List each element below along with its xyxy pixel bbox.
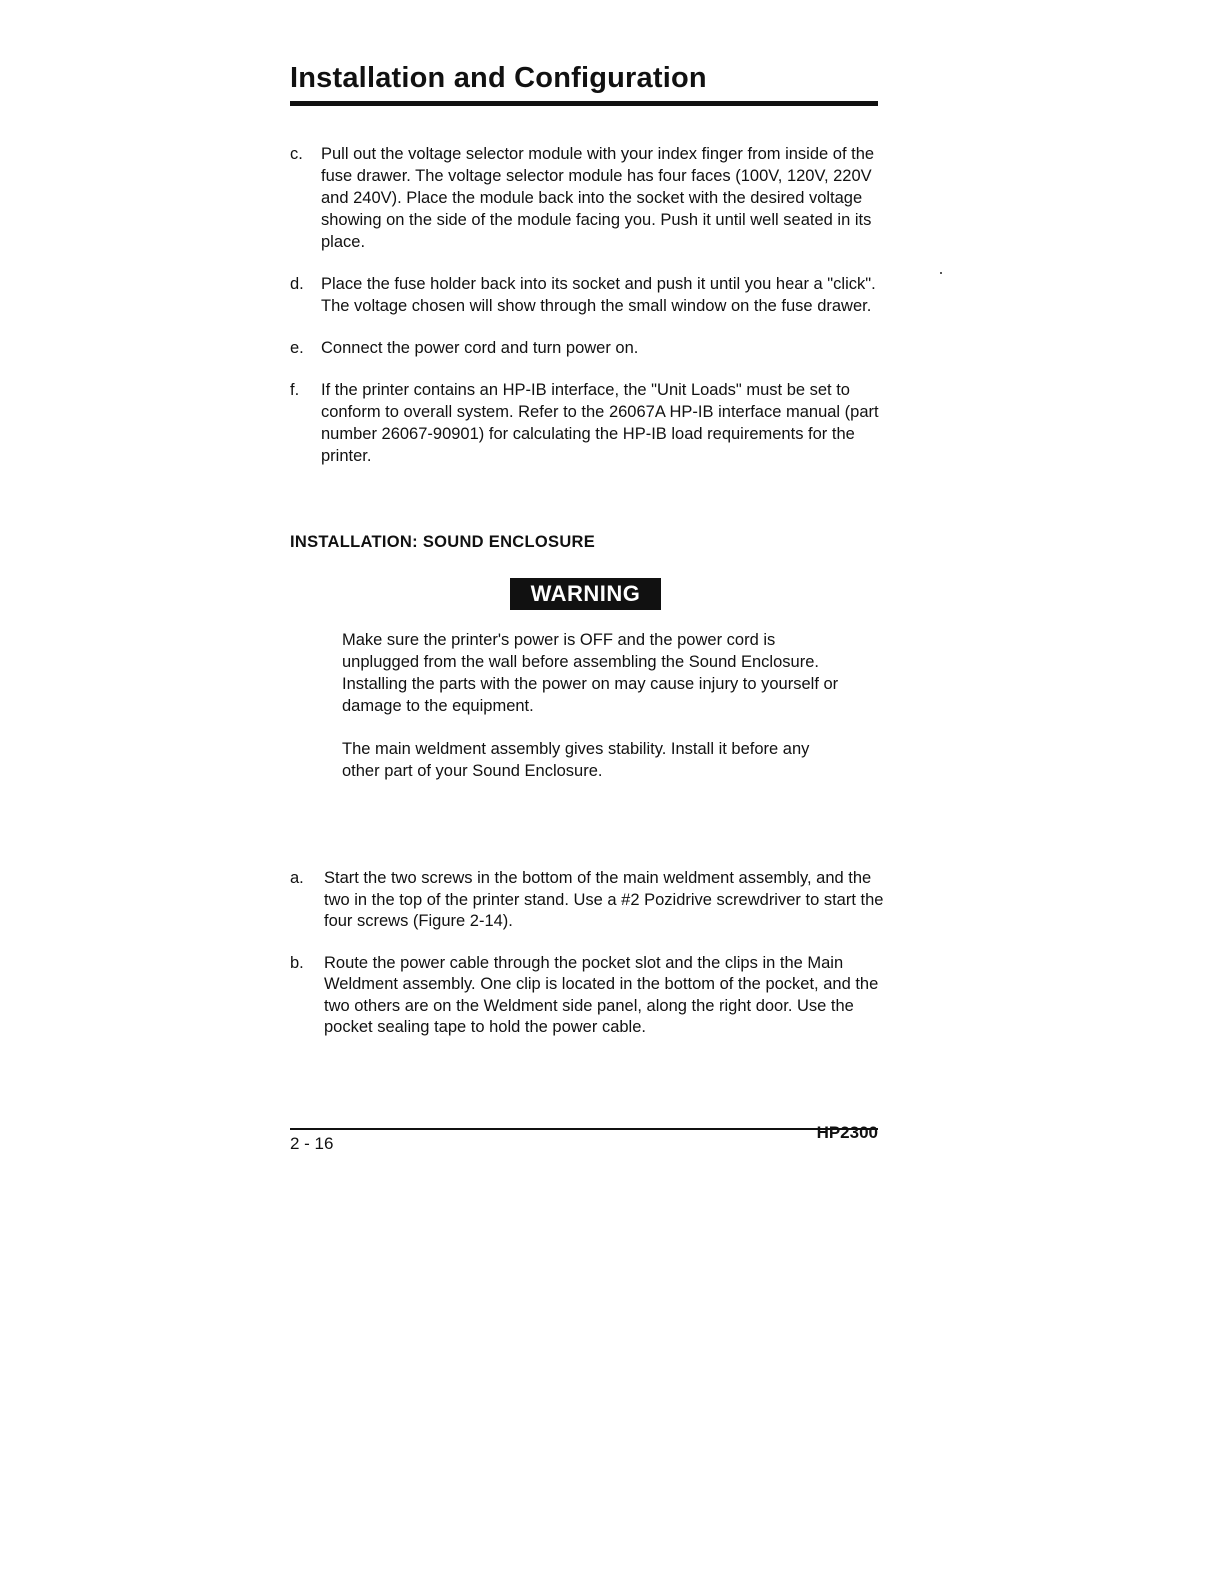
list-marker: c.	[290, 145, 303, 163]
list-item-text: Connect the power cord and turn power on.	[321, 339, 639, 357]
page-number: 2 - 16	[290, 1134, 334, 1153]
list-marker: d.	[290, 275, 304, 293]
product-name: HP2300	[816, 1123, 878, 1142]
warning-note-paragraph: The main weldment assembly gives stability. Install it before any other part of your Sound Enclosure.	[342, 740, 810, 780]
list-item-c	[290, 143, 890, 253]
title-rule	[290, 101, 878, 106]
list-item-b	[290, 953, 890, 1039]
warning-badge: WARNING	[510, 578, 661, 610]
footer-rule	[290, 1128, 878, 1130]
scan-speck	[940, 272, 942, 274]
steps-list-bottom	[290, 868, 890, 1059]
list-item-text: Route the power cable through the pocket slot and the clips in the Main Weldment assembly. One clip is located in the bottom of the pocket, and the two others are on the Weldment side panel, along the right door. Use the pocket sealing tape to hold the power cable.	[324, 953, 879, 1036]
page-title: Installation and Configuration	[290, 62, 707, 94]
list-item-text: Start the two screws in the bottom of the main weldment assembly, and the two in the top of the printer stand. Use a #2 Pozidrive screwdriver to start the four screws (Figure 2-14).	[324, 869, 884, 930]
list-item-text: Place the fuse holder back into its socket and push it until you hear a "click". The voltage chosen will show through the small window on the fuse drawer.	[321, 275, 876, 315]
list-item-f	[290, 379, 890, 467]
list-marker: e.	[290, 339, 304, 357]
list-item-e	[290, 337, 890, 359]
list-marker: a.	[290, 869, 304, 887]
warning-paragraph: Make sure the printer's power is OFF and the power cord is unplugged from the wall before assembling the Sound Enclosure. Installing the parts with the power on may cause injury to yourself or damage to the equipment.	[342, 631, 839, 715]
list-item-d	[290, 273, 890, 317]
list-item-text: Pull out the voltage selector module with your index finger from inside of the fuse drawer. The voltage selector module has four faces (100V, 120V, 220V and 240V). Place the module back into the socket with the desired voltage showing on the side of the module facing you. Push it until well seated in its place.	[321, 145, 875, 251]
section-heading: INSTALLATION: SOUND ENCLOSURE	[290, 533, 596, 551]
list-marker: b.	[290, 953, 304, 972]
list-marker: f.	[290, 381, 300, 399]
list-item-text: If the printer contains an HP-IB interface, the "Unit Loads" must be set to conform to overall system. Refer to the 26067A HP-IB interface manual (part number 26067-90901) for calculating the HP-IB load requirements for the printer.	[321, 381, 879, 465]
steps-list-top	[290, 143, 890, 487]
list-item-a	[290, 868, 890, 933]
